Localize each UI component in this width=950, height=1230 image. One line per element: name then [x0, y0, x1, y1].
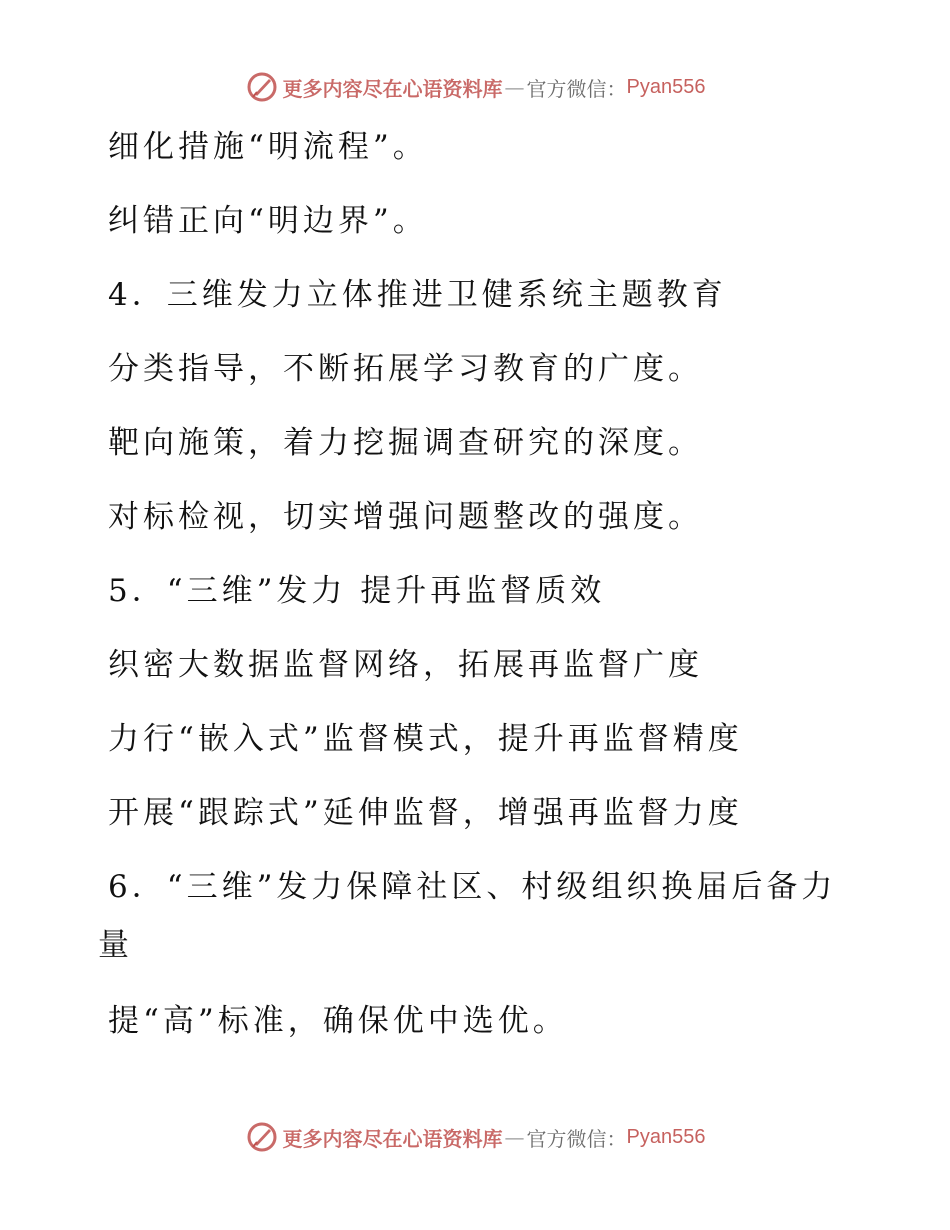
body-line-10: 开展“跟踪式”延伸监督，增强再监督力度: [108, 795, 743, 831]
quill-logo-icon: [245, 1120, 279, 1154]
section-heading-5: 5．“三维”发力 提升再监督质效: [108, 573, 606, 609]
body-line-5: 靶向施策，着力挖掘调查研究的深度。: [108, 425, 703, 461]
footer-official-label: 官方微信：: [526, 1126, 627, 1151]
section-heading-6-wrap: 量: [98, 927, 133, 963]
body-line-6: 对标检视，切实增强问题整改的强度。: [108, 499, 703, 535]
footer-dash: —: [504, 1125, 525, 1149]
body-line-1: 细化措施“明流程”。: [108, 129, 428, 165]
header-brand-text: 更多内容尽在心语资料库: [282, 76, 503, 101]
body-line-8: 织密大数据监督网络，拓展再监督广度: [108, 647, 703, 683]
header-official-label: 官方微信：: [526, 76, 627, 101]
body-line-2: 纠错正向“明边界”。: [108, 203, 428, 239]
header-dash: —: [504, 75, 525, 99]
body-line-9: 力行“嵌入式”监督模式，提升再监督精度: [108, 721, 743, 757]
section-heading-4: 4．三维发力立体推进卫健系统主题教育: [108, 277, 727, 313]
body-line-13: 提“高”标准，确保优中选优。: [108, 1003, 568, 1039]
footer-wechat-id: Pyan556: [626, 1125, 706, 1148]
body-line-4: 分类指导，不断拓展学习教育的广度。: [108, 351, 703, 387]
footer-brand-text: 更多内容尽在心语资料库: [282, 1126, 503, 1151]
footer-watermark-banner: [0, 1120, 950, 1154]
header-wechat-id: Pyan556: [626, 75, 706, 98]
section-heading-6: 6．“三维”发力保障社区、村级组织换届后备力: [108, 869, 837, 905]
